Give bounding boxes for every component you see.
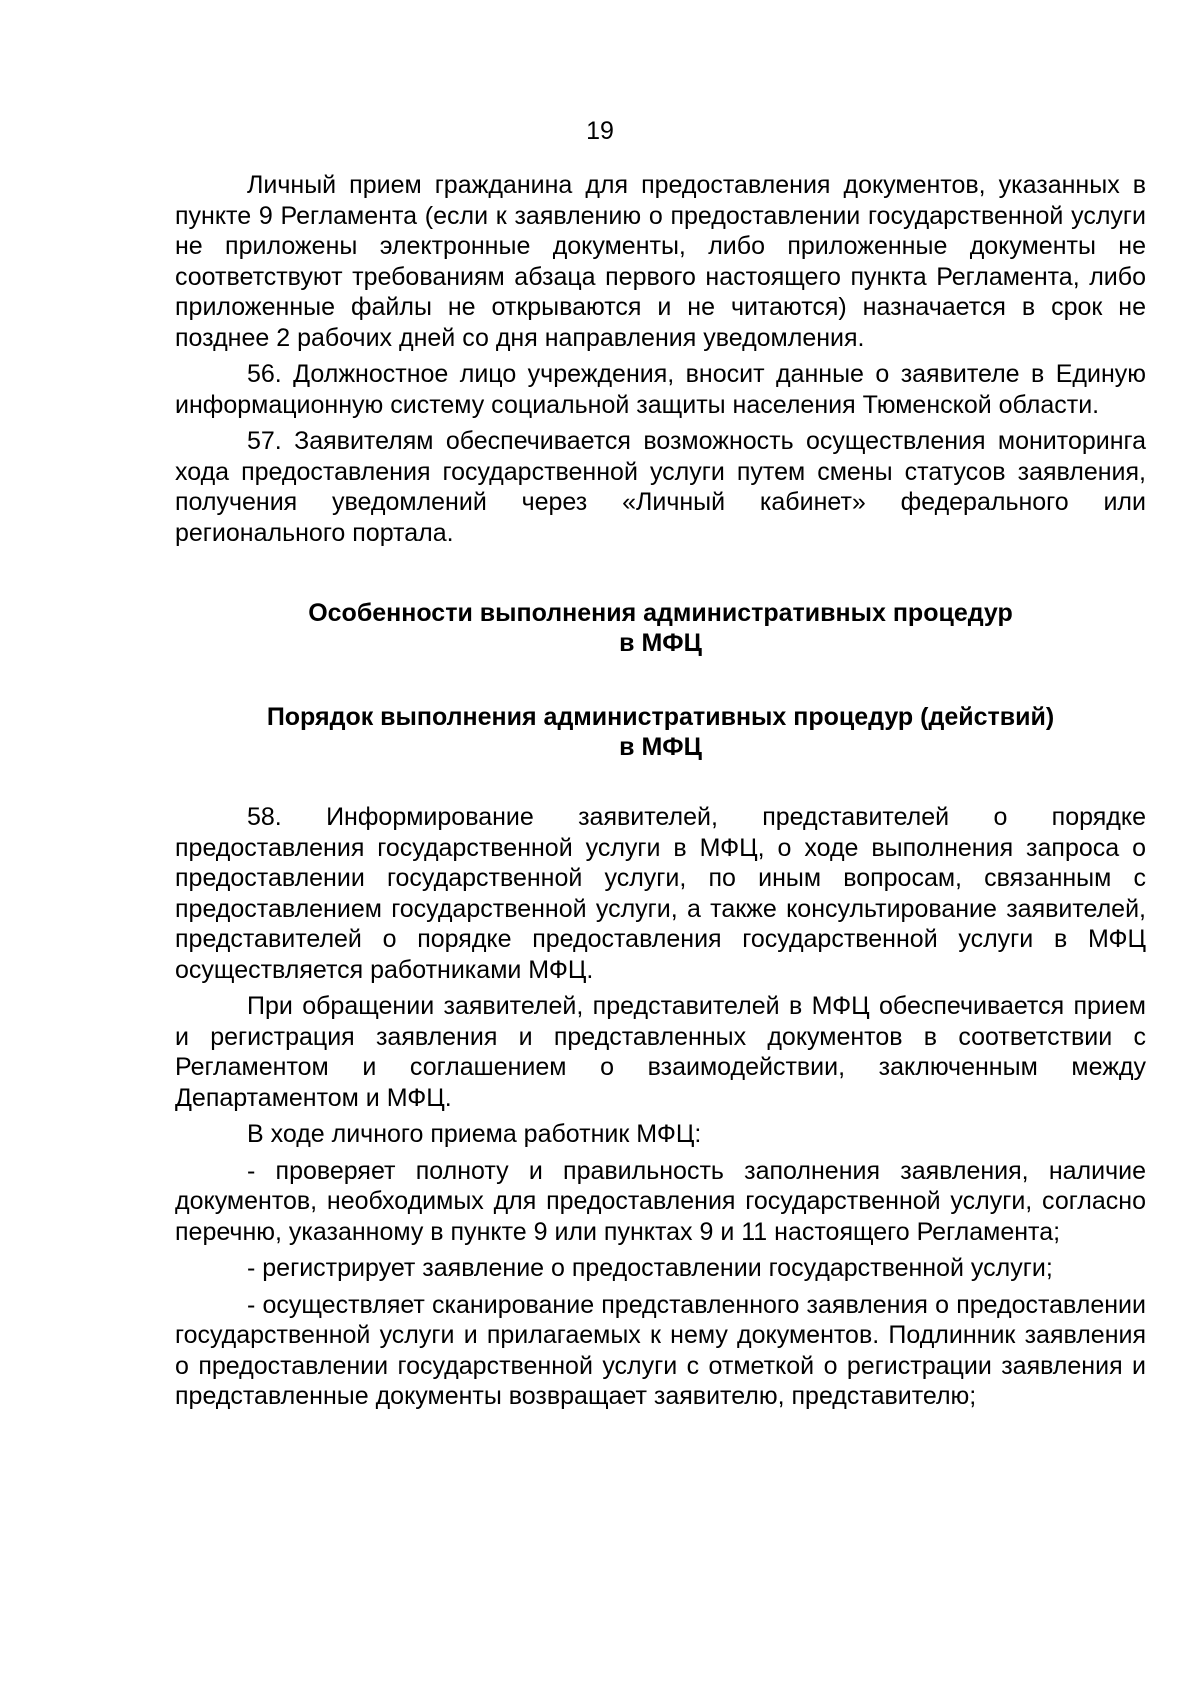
section-heading-procedure-line1: Порядок выполнения административных процедур (действий) xyxy=(266,703,1055,731)
list-item-registers-application: - регистрирует заявление о предоставлении государственной услуги; xyxy=(247,1254,1053,1282)
paragraph-personal-reception: Личный прием гражданина для предоставления документов, указанных в пункте 9 Регламента (если к заявлению о предоставлении государственной услуги не приложены электронные документы, либо приложенные документы не соответствуют требованиям абзаца первого настоящего пункта Регламента, либо приложенные файлы не открываются и не читаются) назначается в срок не позднее 2 рабочих дней со дня направления уведомления. xyxy=(175,171,1146,352)
paragraph-mfc-reception: При обращении заявителей, представителей в МФЦ обеспечивается прием и регистрация заявления и представленных документов в соответствии с Регламентом и соглашением о взаимодействии, заключенным между Департаментом и МФЦ. xyxy=(175,992,1146,1112)
list-item-scans-documents: - осуществляет сканирование представленного заявления о предоставлении государственной услуги и прилагаемых к нему документов. Подлинник заявления о предоставлении государственной услуги с отметкой о регистрации заявления и представленные документы возвращает заявителю, представителю; xyxy=(175,1290,1146,1410)
paragraph-mfc-worker-intro: В ходе личного приема работник МФЦ: xyxy=(247,1120,702,1148)
section-heading-procedure xyxy=(175,702,1146,762)
document-body xyxy=(175,170,1146,1418)
section-heading-features-line1: Особенности выполнения административных процедур xyxy=(308,599,1013,627)
paragraph-57: 57. Заявителям обеспечивается возможность осуществления мониторинга хода предоставления государственной услуги путем смены статусов заявления, получения уведомлений через «Личный кабинет» федерального или регионального портала. xyxy=(175,427,1146,547)
paragraph-58: 58. Информирование заявителей, представителей о порядке предоставления государственной услуги в МФЦ, о ходе выполнения запроса о предоставлении государственной услуги, по иным вопросам, связанным с предоставлением государственной услуги, а также консультирование заявителей, представителей о порядке предоставления государственной услуги в МФЦ осуществляется работниками МФЦ. xyxy=(175,803,1146,984)
section-heading-features xyxy=(175,598,1146,658)
list-item-checks-completeness: - проверяет полноту и правильность заполнения заявления, наличие документов, необходимых для предоставления государственной услуги, согласно перечню, указанному в пункте 9 или пунктах 9 и 11 настоящего Регламента; xyxy=(175,1156,1146,1246)
paragraph-56: 56. Должностное лицо учреждения, вносит данные о заявителе в Единую информационную систему социальной защиты населения Тюменской области. xyxy=(175,360,1146,419)
page-number: 19 xyxy=(586,117,614,145)
section-heading-features-line2: в МФЦ xyxy=(619,629,702,657)
section-heading-procedure-line2: в МФЦ xyxy=(619,733,702,761)
